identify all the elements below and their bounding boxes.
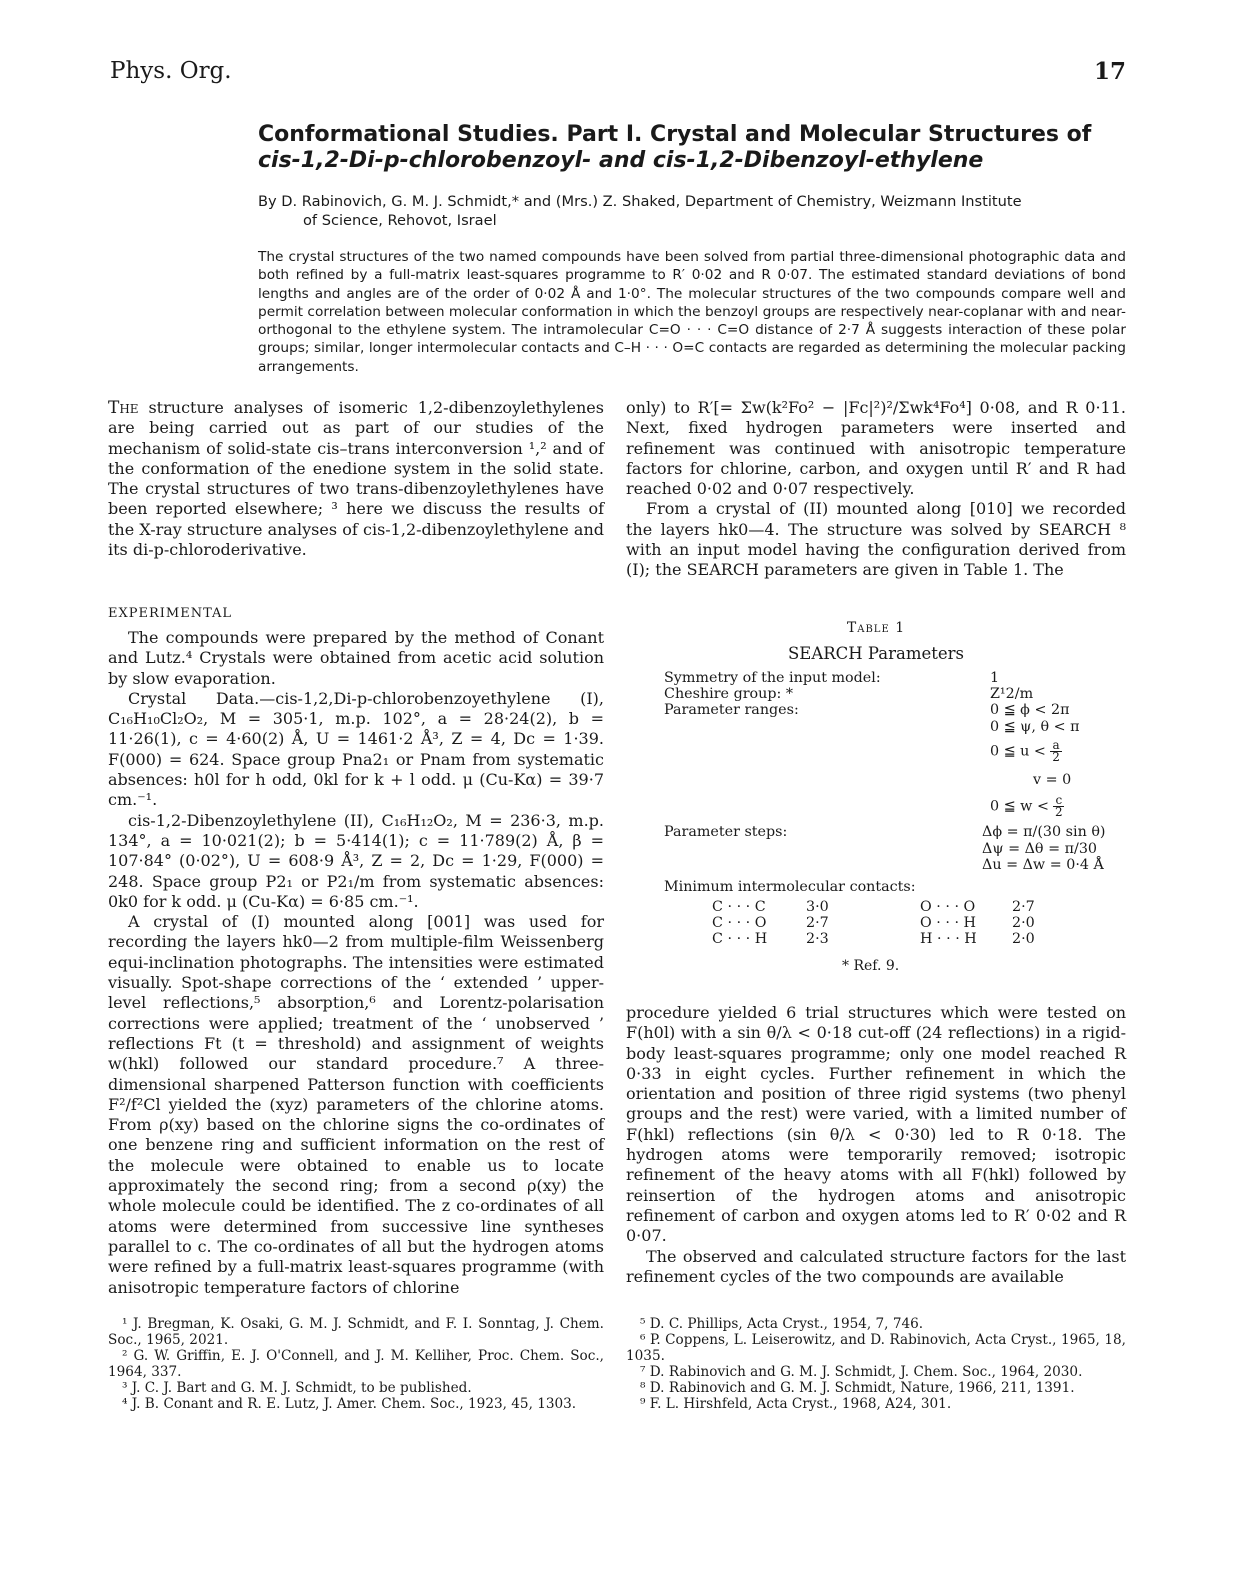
right-paragraph-3: procedure yielded 6 trial structures which were tested on F(h0l) with a sin θ/λ < 0·18 cut-off (24 reflections) in a rigid-body least-squares programme; only one model reached R 0·33 in eight cycles. Further refinement in which the orientation and position of three rigid systems (two phenyl groups and the rest) were varied, with a limited number of F(hkl) reflections (sin θ/λ < 0·30) led to R 0·18. The hydrogen atoms were temporarily removed; isotropic refinement of the heavy atoms with all F(hkl) followed by reinsertion of the hydrogen atoms and anisotropic refinement of carbon and oxygen atoms led to R′ 0·02 and R 0·07.	[626, 1003, 1126, 1246]
range-u-prefix: 0 ≦ u <	[990, 743, 1046, 760]
footnote-item: ⁶ P. Coppens, L. Leiserowitz, and D. Rabinovich, Acta Cryst., 1965, 18, 1035.	[626, 1332, 1126, 1364]
table-label-ranges: Parameter ranges:	[664, 702, 799, 718]
footnote-item: ⁹ F. L. Hirshfeld, Acta Cryst., 1968, A24, 301.	[640, 1396, 952, 1412]
table-value-step-phi: Δϕ = π/(30 sin θ)	[982, 824, 1106, 840]
table-label-contacts: Minimum intermolecular contacts:	[664, 879, 916, 895]
footnote-item: ⁸ D. Rabinovich and G. M. J. Schmidt, Nature, 1966, 211, 1391.	[640, 1380, 1075, 1396]
contact-distance: 2·0	[1012, 931, 1035, 947]
table-label-symmetry: Symmetry of the input model:	[664, 670, 881, 686]
range-w-prefix: 0 ≦ w <	[990, 798, 1049, 815]
table-label-steps: Parameter steps:	[664, 824, 788, 840]
contact-pair: C · · · H	[712, 931, 768, 947]
table-row	[712, 899, 1035, 915]
right-column-bottom	[626, 1003, 1126, 1287]
footnotes-right	[626, 1316, 1126, 1412]
contact-distance: 2·7	[806, 915, 829, 931]
range-w-fraction	[1053, 795, 1064, 818]
range-u-den: 2	[1052, 750, 1060, 764]
table-value-range-u	[990, 740, 1062, 763]
footnote-item: ⁷ D. Rabinovich and G. M. J. Schmidt, J. Chem. Soc., 1964, 2030.	[640, 1364, 1083, 1380]
table-row	[712, 931, 1035, 947]
table-value-range-psi-theta: 0 ≦ ψ, θ < π	[990, 719, 1080, 735]
contact-pair: H · · · H	[920, 931, 977, 947]
authors-line-1: By D. Rabinovich, G. M. J. Schmidt,* and (Mrs.) Z. Shaked, Department of Chemistry, Weizmann Institute	[258, 193, 1022, 210]
intro-paragraph	[108, 398, 604, 560]
authors-line-2: of Science, Rehovot, Israel	[303, 212, 497, 229]
footnote-item: ² G. W. Griffin, E. J. O'Connell, and J. M. Kelliher, Proc. Chem. Soc., 1964, 337.	[108, 1348, 604, 1380]
section-heading-experimental: EXPERIMENTAL	[108, 606, 233, 621]
contact-pair: C · · · O	[712, 915, 767, 931]
table-footnote: * Ref. 9.	[842, 958, 900, 974]
abstract: The crystal structures of the two named compounds have been solved from partial three-dimensional photographic data and both refined by a full-matrix least-squares programme to R′ 0·02 and R 0·07. The estimated standard deviations of bond lengths and angles are of the order of 0·02 Å and 1·0°. The molecular structures of the two compounds compare well and permit correlation between molecular conformation in which the benzoyl groups are respectively near-coplanar with and near-orthogonal to the ethylene system. The intramolecular C=O · · · C=O distance of 2·7 Å suggests interaction of these polar groups; similar, longer intermolecular contacts and C–H · · · O=C contacts are regarded as determining the molecular packing arrangements.	[258, 249, 1126, 375]
footnotes-left	[108, 1316, 604, 1412]
contact-distance: 2·7	[1012, 899, 1035, 915]
range-u-fraction	[1050, 740, 1061, 763]
contact-pair: O · · · O	[920, 899, 976, 915]
right-paragraph-2: From a crystal of (II) mounted along [010] we recorded the layers hk0—4. The structure was solved by SEARCH ⁸ with an input model having the configuration derived from (I); the SEARCH parameters are given in Table 1. The	[626, 499, 1126, 580]
experimental-text	[108, 628, 604, 1298]
contacts-table	[712, 899, 1035, 947]
intro-first-word: The	[108, 398, 139, 418]
contact-distance: 3·0	[806, 899, 829, 915]
exp-paragraph-crystal-data-2: cis-1,2-Dibenzoylethylene (II), C₁₆H₁₂O₂, M = 236·3, m.p. 134°, a = 10·021(2); b = 5·414(1); c = 11·789(2) Å, β = 107·84° (0·02°), U = 608·9 Å³, Z = 2, Dc = 1·29, F(000) = 248. Space group P2₁ or P2₁/m from systematic absences: 0k0 for k odd. μ (Cu-Kα) = 6·85 cm.⁻¹.	[108, 810, 604, 911]
contact-pair: C · · · C	[712, 899, 766, 915]
table-caption: Table 1	[846, 620, 906, 636]
footnote-item: ⁴ J. B. Conant and R. E. Lutz, J. Amer. Chem. Soc., 1923, 45, 1303.	[122, 1396, 577, 1412]
table-value-range-v: v = 0	[1033, 772, 1072, 788]
contact-distance: 2·3	[806, 931, 829, 947]
table-value-range-w	[990, 795, 1064, 818]
footnote-item: ³ J. C. J. Bart and G. M. J. Schmidt, to be published.	[122, 1380, 472, 1396]
table-value-step-psi: Δψ = Δθ = π/30	[982, 841, 1098, 857]
table-label-cheshire: Cheshire group: *	[664, 686, 794, 702]
contact-pair: O · · · H	[920, 915, 977, 931]
introduction	[108, 398, 604, 560]
intro-text: structure analyses of isomeric 1,2-dibenzoylethylenes are being carried out as part of our studies of the mechanism of solid-state cis–trans interconversion ¹,² and of the conformation of the enedione system in the solid state. The crystal structures of two trans-dibenzoylethylenes have been reported elsewhere; ³ here we discuss the results of the X-ray structure analyses of cis-1,2-dibenzoylethylene and its di-p-chloroderivative.	[108, 398, 604, 560]
range-w-den: 2	[1055, 805, 1063, 819]
right-paragraph-1: only) to R′[= Σw(k²Fo² − |Fc|²)²/Σwk⁴Fo⁴] 0·08, and R 0·11. Next, fixed hydrogen parameters were inserted and refinement was continued with anisotropic temperature factors for chlorine, carbon, and oxygen until R′ and R had reached 0·02 and 0·07 respectively.	[626, 398, 1126, 499]
contact-distance: 2·0	[1012, 915, 1035, 931]
table-value-cheshire: Z¹2/m	[990, 686, 1034, 702]
page-number: 17	[1093, 58, 1126, 85]
exp-paragraph-method: A crystal of (I) mounted along [001] was used for recording the layers hk0—2 from multiple-film Weissenberg equi-inclination photographs. The intensities were estimated visually. Spot-shape corrections of the ‘ extended ’ upper-level reflections,⁵ absorption,⁶ and Lorentz-polarisation corrections were applied; treatment of the ‘ unobserved ’ reflections Ft (t = threshold) and assignment of weights w(hkl) followed our standard procedure.⁷ A three-dimensional sharpened Patterson function with coefficients F²/f²Cl yielded the (xyz) parameters of the chlorine atoms. From ρ(xy) based on the chlorine signs the co-ordinates of one benzene ring and sufficient information on the rest of the molecule were obtained to enable us to locate approximately the second ring; from a second ρ(xy) the whole molecule could be identified. The z co-ordinates of all atoms were determined from successive line syntheses parallel to c. The co-ordinates of all but the hydrogen atoms were refined by a full-matrix least-squares programme (with anisotropic temperature factors of chlorine	[108, 912, 604, 1297]
exp-paragraph-1: The compounds were prepared by the method of Conant and Lutz.⁴ Crystals were obtained from acetic acid solution by slow evaporation.	[108, 628, 604, 688]
footnote-item: ⁵ D. C. Phillips, Acta Cryst., 1954, 7, 746.	[640, 1316, 924, 1332]
table-value-symmetry: 1	[990, 670, 1000, 686]
exp-paragraph-crystal-data-1: Crystal Data.—cis-1,2,Di-p-chlorobenzoyethylene (I), C₁₆H₁₀Cl₂O₂, M = 305·1, m.p. 102°, a = 28·24(2), b = 11·26(1), c = 4·60(2) Å, U = 1461·2 Å³, Z = 4, Dc = 1·39. F(000) = 624. Space group Pna2₁ or Pnam from systematic absences: h0l for h odd, 0kl for k + l odd. μ (Cu-Kα) = 39·7 cm.⁻¹.	[108, 688, 604, 810]
journal-section-header: Phys. Org.	[110, 58, 232, 84]
right-column-top	[626, 398, 1126, 581]
article-title	[258, 122, 1128, 174]
range-w-num: c	[1055, 793, 1063, 807]
table-subtitle: SEARCH Parameters	[787, 644, 965, 663]
table-row	[712, 915, 1035, 931]
author-byline	[258, 192, 1128, 230]
range-u-num: a	[1052, 738, 1060, 752]
table-value-step-u: Δu = Δw = 0·4 Å	[982, 857, 1104, 873]
footnote-item: ¹ J. Bregman, K. Osaki, G. M. J. Schmidt, and F. I. Sonntag, J. Chem. Soc., 1965, 2021.	[108, 1316, 604, 1348]
table-value-range-phi: 0 ≦ ϕ < 2π	[990, 702, 1070, 718]
title-line-1: Conformational Studies. Part I. Crystal and Molecular Structures of	[258, 122, 1092, 147]
title-line-2: cis-1,2-Di-p-chlorobenzoyl- and cis-1,2-Dibenzoyl-ethylene	[258, 148, 984, 173]
right-paragraph-4: The observed and calculated structure factors for the last refinement cycles of the two compounds are available	[626, 1246, 1126, 1286]
